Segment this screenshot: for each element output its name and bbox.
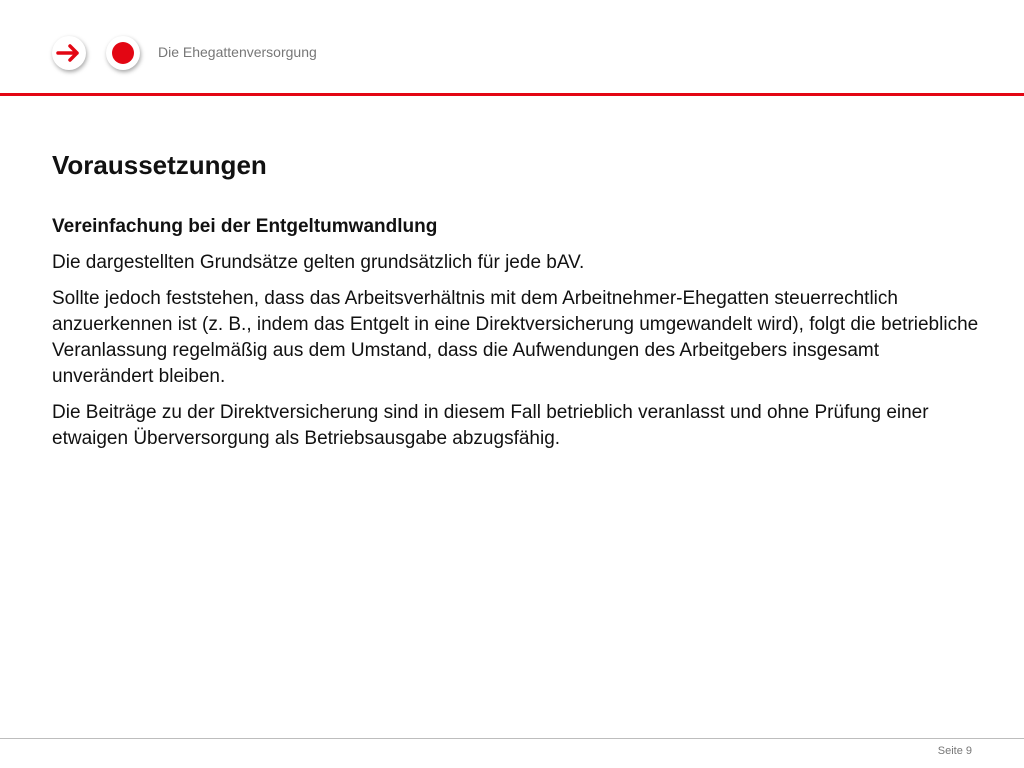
body-paragraph-1: Die dargestellten Grundsätze gelten grundsätzlich für jede bAV.	[52, 252, 585, 273]
body-paragraph-3: Die Beiträge zu der Direktversicherung sind in diesem Fall betrieblich veranlasst und ohne Prüfung einer etwaigen Überversorgung als Betriebsausgabe abzugsfähig.	[52, 402, 929, 449]
page-title: Voraussetzungen	[52, 150, 267, 180]
body-paragraph-2: Sollte jedoch feststehen, dass das Arbeitsverhältnis mit dem Arbeitnehmer-Ehegatten steuerrechtlich anzuerkennen ist (z. B., indem das Entgelt in eine Direktversicherung umgewandelt wird), folgt die betriebliche Veranlassung regelmäßig aus dem Umstand, dass die Aufwendungen des Arbeitgebers insgesamt unverändert bleiben.	[52, 288, 979, 387]
slide-header	[0, 0, 1024, 96]
red-dot-fill	[112, 42, 134, 64]
header-divider	[0, 93, 1024, 96]
arrow-right-icon	[52, 36, 86, 70]
page-number: Seite 9	[937, 745, 972, 757]
red-dot-icon	[106, 36, 140, 70]
footer-divider	[0, 738, 1024, 739]
slide-body	[52, 214, 982, 462]
section-subheading: Vereinfachung bei der Entgeltumwandlung	[52, 216, 438, 237]
header-title: Die Ehegattenversorgung	[158, 44, 317, 60]
